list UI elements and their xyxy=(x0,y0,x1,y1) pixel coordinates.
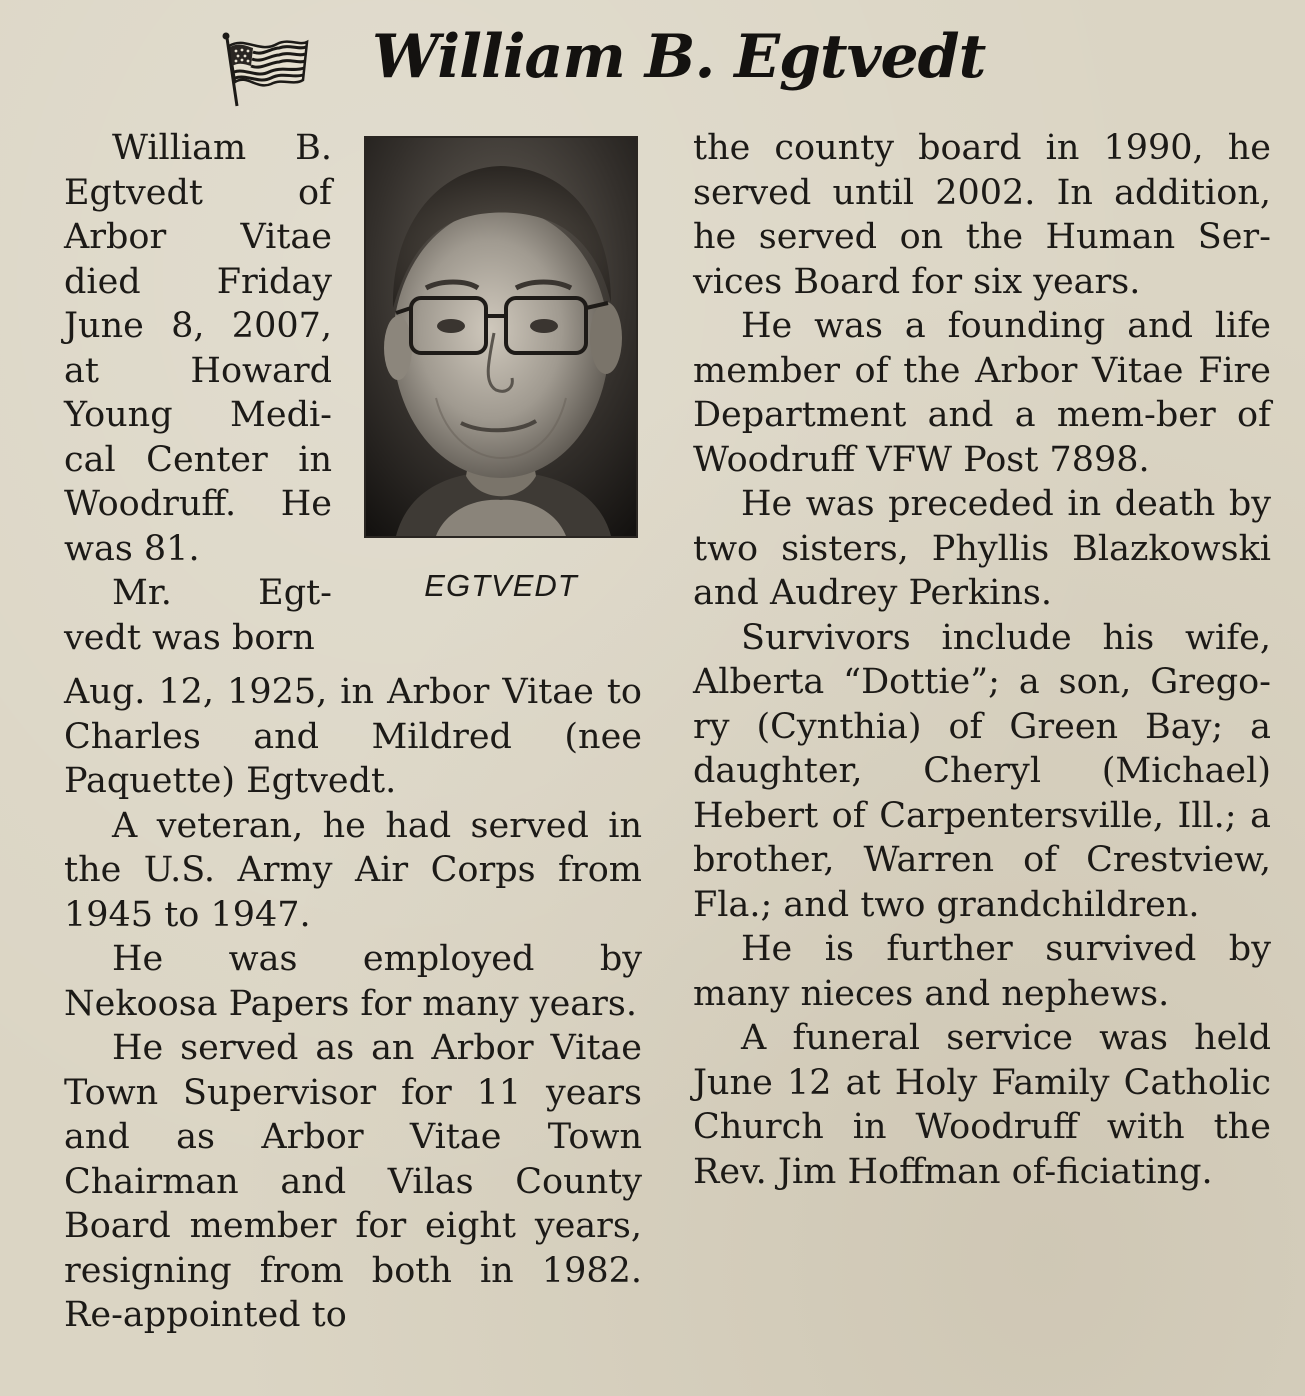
paragraph-military: A veteran, he had served in the U.S. Army Air Corps from 1945 to 1947. xyxy=(64,805,642,935)
paragraph-survivors: Survivors include his wife, Alberta “Dottie”; a son, Grego-ry (Cynthia) of Green Bay; a daughter, Cheryl (Michael) Hebert of Carpentersville, Ill.; a brother, Warren of Crestview, Fla.; and two grandchildren. xyxy=(693,617,1271,925)
obituary-title: William B. Egtvedt xyxy=(372,22,986,92)
paragraph-public-service: He served as an Arbor Vitae Town Supervisor for 11 years and as Arbor Vitae Town Chairman and Vilas County Board member for eight years, resigning from both in 1982. Re-appointed to xyxy=(64,1028,642,1335)
paragraph-memberships: He was a founding and life member of the Arbor Vitae Fire Department and a mem-ber of Woodruff VFW Post 7898. xyxy=(693,306,1271,480)
portrait-image xyxy=(366,138,636,536)
paragraph-further-survived: He is further survived by many nieces and nephews. xyxy=(693,929,1271,1014)
paragraph-death-notice: William B. Egtvedt of Arbor Vitae died Friday June 8, 2007, at Howard Young Medi-cal Center in Woodruff. He was 81. xyxy=(64,128,332,569)
paragraph-employment: He was employed by Nekoosa Papers for many years. xyxy=(64,939,642,1024)
photo-caption: EGTVEDT xyxy=(424,568,578,603)
article-column-1-top xyxy=(64,126,332,660)
paragraph-county-board: the county board in 1990, he served until 2002. In addition, he served on the Human Ser-vices Board for six years. xyxy=(693,128,1271,302)
portrait-photo xyxy=(364,136,638,538)
obituary-header xyxy=(0,14,1305,104)
article-column-2 xyxy=(693,126,1271,1194)
paragraph-preceded: He was preceded in death by two sisters, Phyllis Blazkowski and Audrey Perkins. xyxy=(693,484,1271,613)
paragraph-funeral: A funeral service was held June 12 at Holy Family Catholic Church in Woodruff with the Rev. Jim Hoffman of-ficiating. xyxy=(693,1018,1271,1192)
paragraph-birth-end: Aug. 12, 1925, in Arbor Vitae to Charles and Mildred (nee Paquette) Egtvedt. xyxy=(64,672,642,801)
article-column-1-bottom xyxy=(64,670,642,1338)
paragraph-birth-start: Mr. Egt-vedt was born xyxy=(64,573,332,658)
flag-icon xyxy=(205,28,310,108)
